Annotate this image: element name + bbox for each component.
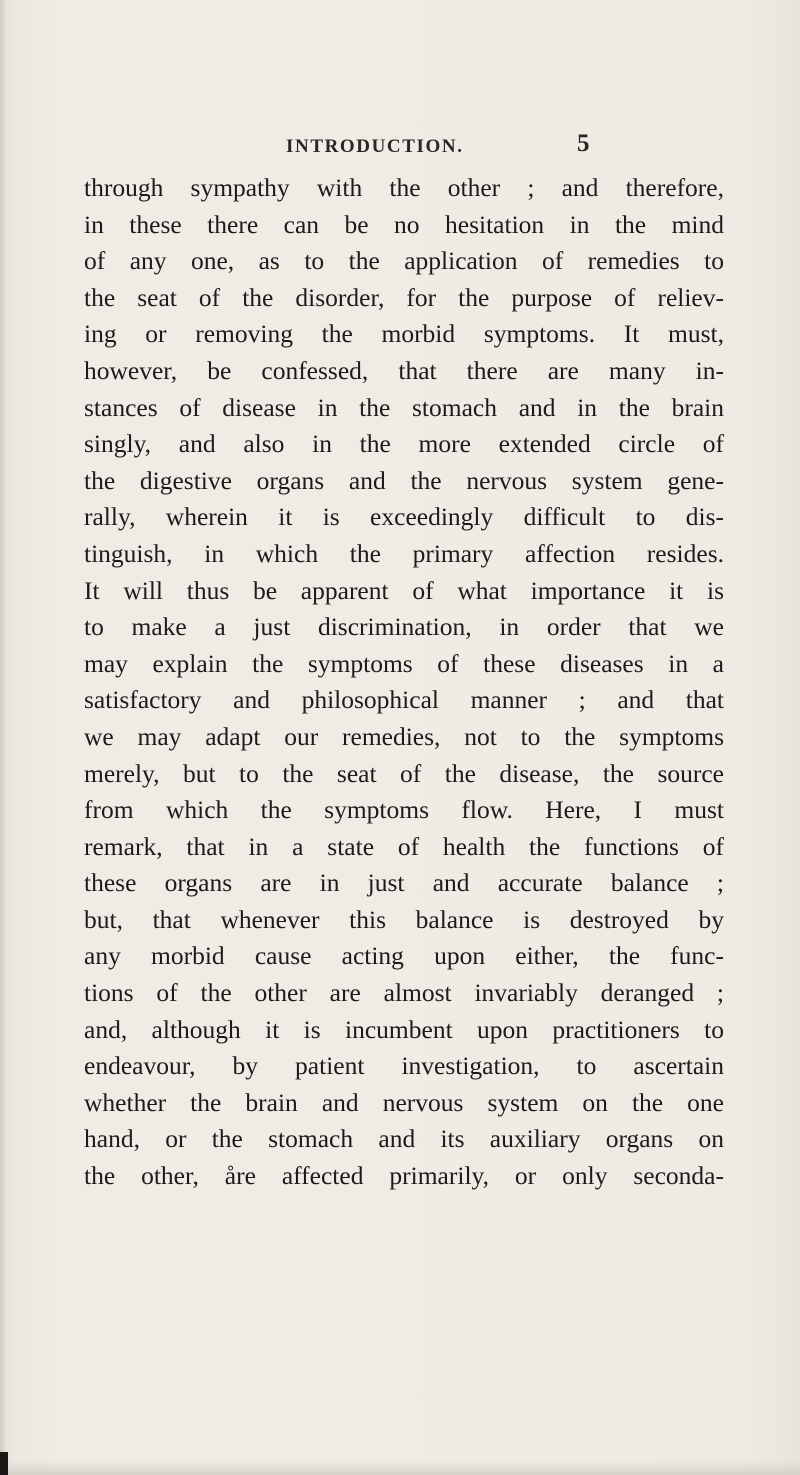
- page-bottom-shadow: [0, 1460, 800, 1475]
- text-line: and, although it is incumbent upon practitioners to: [84, 1014, 724, 1044]
- text-line: tinguish, in which the primary affection resides.: [84, 538, 724, 568]
- text-line: these organs are in just and accurate balance ;: [84, 868, 724, 898]
- text-line: whether the brain and nervous system on the one: [84, 1087, 724, 1117]
- text-line: any morbid cause acting upon either, the func-: [84, 941, 724, 971]
- text-line: may explain the symptoms of these diseases in a: [84, 648, 724, 678]
- text-line: tions of the other are almost invariably deranged ;: [84, 978, 724, 1008]
- body-text: [84, 170, 724, 1195]
- text-line: of any one, as to the application of remedies to: [84, 246, 724, 276]
- text-line: however, be confessed, that there are many in-: [84, 355, 724, 385]
- page-gutter-shadow: [0, 0, 6, 1475]
- running-title: INTRODUCTION.: [286, 136, 464, 157]
- text-line: the seat of the disorder, for the purpose of reliev-: [84, 282, 724, 312]
- page-header: [0, 130, 800, 166]
- text-line: but, that whenever this balance is destroyed by: [84, 904, 724, 934]
- scan-edge-mark: [0, 1452, 8, 1475]
- text-line: we may adapt our remedies, not to the symptoms: [84, 721, 724, 751]
- text-line: It will thus be apparent of what importance it is: [84, 575, 724, 605]
- text-line: to make a just discrimination, in order that we: [84, 612, 724, 642]
- text-line: merely, but to the seat of the disease, the source: [84, 758, 724, 788]
- text-line: hand, or the stomach and its auxiliary organs on: [84, 1124, 724, 1154]
- text-line: rally, wherein it is exceedingly difficult to dis-: [84, 502, 724, 532]
- text-line: the digestive organs and the nervous system gene-: [84, 465, 724, 495]
- text-line: endeavour, by patient investigation, to ascertain: [84, 1051, 724, 1081]
- text-line: in these there can be no hesitation in the mind: [84, 209, 724, 239]
- text-line: the other, åre affected primarily, or only seconda-: [84, 1161, 724, 1191]
- page-number: 5: [577, 130, 590, 157]
- text-line: ing or removing the morbid symptoms. It must,: [84, 319, 724, 349]
- text-line: through sympathy with the other ; and therefore,: [84, 173, 724, 202]
- text-line: from which the symptoms flow. Here, I must: [84, 795, 724, 825]
- text-line: stances of disease in the stomach and in the brain: [84, 392, 724, 422]
- text-line: singly, and also in the more extended circle of: [84, 429, 724, 459]
- text-line: remark, that in a state of health the functions of: [84, 831, 724, 861]
- text-line: satisfactory and philosophical manner ; and that: [84, 685, 724, 715]
